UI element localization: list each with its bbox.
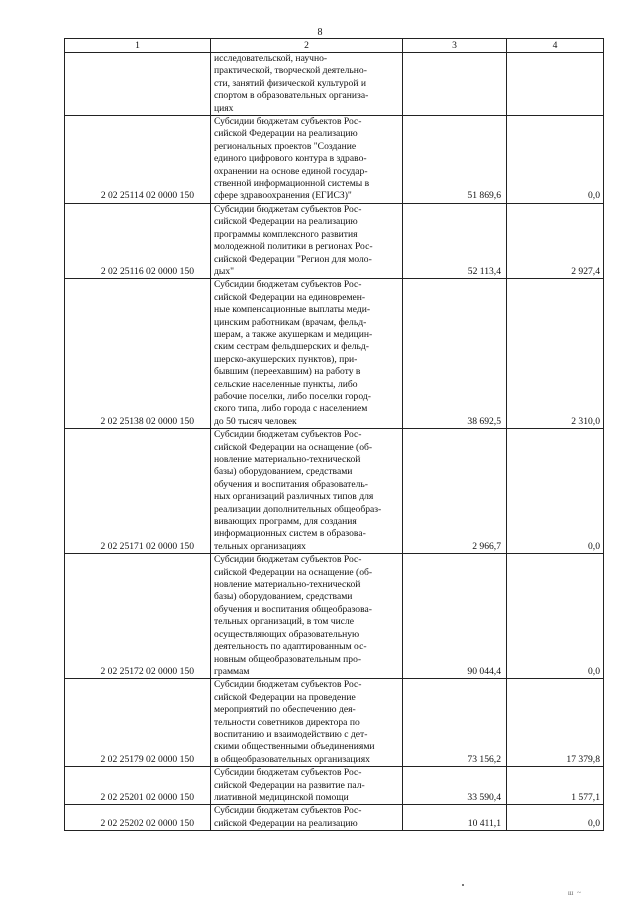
column-number-4: 4 (507, 39, 604, 53)
footer-mark: ш ~ (568, 889, 582, 897)
description-line: Субсидии бюджетам субъектов Рос- (214, 279, 362, 291)
description-line: воспитанию и взаимодействию с дет- (214, 728, 368, 740)
description-line: сийской Федерации "Регион для моло- (214, 253, 372, 265)
budget-code-cell: 2 02 25172 02 0000 150 (65, 554, 211, 679)
description-line: сийской Федерации на реализацию (214, 216, 358, 228)
description-line: ским сестрам фельдшерских и фельд- (214, 341, 369, 353)
description-line: ных организаций различных типов для (214, 491, 374, 503)
description-line: Субсидии бюджетам субъектов Рос- (214, 203, 362, 215)
amount-column-4-cell: 2 310,0 (507, 279, 604, 429)
amount-column-3-cell: 33 590,4 (403, 767, 507, 805)
amount-column-3-cell: 10 411,1 (403, 805, 507, 831)
budget-revenue-table (64, 38, 604, 831)
description-line: Субсидии бюджетам субъектов Рос- (214, 679, 362, 691)
description-line: Субсидии бюджетам субъектов Рос- (214, 767, 362, 779)
description-line: региональных проектов "Создание (214, 140, 357, 152)
column-number-1: 1 (65, 39, 211, 53)
description-line: Субсидии бюджетам субъектов Рос- (214, 554, 362, 566)
description-line: новление материально-технической (214, 579, 361, 591)
description-line: шерам, а также акушеркам и медицин- (214, 328, 373, 340)
column-number-row (65, 39, 604, 53)
description-line: сийской Федерации на реализацию (214, 817, 358, 829)
description-line: новным общеобразовательным про- (214, 653, 362, 665)
description-line: тельности советников директора по (214, 716, 360, 728)
amount-column-4-cell: 2 927,4 (507, 203, 604, 278)
description-line: молодежной политики в регионах Рос- (214, 241, 373, 253)
budget-code-cell (65, 53, 211, 116)
amount-column-3-cell (403, 53, 507, 116)
description-cell (211, 554, 403, 679)
description-line: единого цифрового контура в здраво- (214, 153, 367, 165)
description-line: ственной информационной системы в (214, 178, 370, 190)
description-line: базы) оборудованием, средствами (214, 466, 353, 478)
amount-column-3-cell: 51 869,6 (403, 116, 507, 204)
amount-column-3-cell: 90 044,4 (403, 554, 507, 679)
amount-column-4-cell: 0,0 (507, 429, 604, 554)
description-line: сийской Федерации на оснащение (об- (214, 441, 373, 453)
description-line: Субсидии бюджетам субъектов Рос- (214, 805, 362, 817)
table-row (65, 679, 604, 767)
description-line: бывшим (переехавшим) на работу в (214, 366, 361, 378)
scan-dot (462, 884, 464, 886)
description-line: до 50 тысяч человек (214, 415, 297, 427)
description-line: цинским работникам (врачам, фельд- (214, 316, 367, 328)
description-line: исследовательской, научно- (214, 53, 328, 64)
amount-column-4-cell (507, 53, 604, 116)
amount-column-3-cell: 38 692,5 (403, 279, 507, 429)
amount-column-4-cell: 0,0 (507, 554, 604, 679)
description-line: сийской Федерации на оснащение (об- (214, 566, 373, 578)
description-line: охранении на основе единой государ- (214, 165, 368, 177)
description-line: базы) оборудованием, средствами (214, 591, 353, 603)
description-line: ского типа, либо города с населением (214, 403, 368, 415)
description-line: граммам (214, 665, 250, 677)
description-cell (211, 767, 403, 805)
table-row (65, 767, 604, 805)
amount-column-4-cell: 0,0 (507, 805, 604, 831)
description-line: ные компенсационные выплаты меди- (214, 304, 371, 316)
description-line: новление материально-технической (214, 454, 361, 465)
table-row (65, 116, 604, 204)
description-line: сийской Федерации на реализацию (214, 128, 358, 140)
description-line: сфере здравоохранения (ЕГИСЗ)" (214, 190, 352, 202)
description-line: вивающих программ, для создания (214, 516, 357, 528)
description-line: скими общественными объединениями (214, 741, 375, 753)
description-line: деятельность по адаптированным ос- (214, 641, 367, 653)
budget-code-cell: 2 02 25201 02 0000 150 (65, 767, 211, 805)
description-line: информационных систем в образова- (214, 528, 366, 540)
description-cell (211, 429, 403, 554)
description-line: практической, творческой деятельно- (214, 65, 367, 77)
description-line: программы комплексного развития (214, 228, 358, 240)
amount-column-3-cell: 2 966,7 (403, 429, 507, 554)
budget-code-cell: 2 02 25116 02 0000 150 (65, 203, 211, 278)
table-row (65, 53, 604, 116)
description-line: сийской Федерации на развитие пал- (214, 779, 365, 791)
description-cell (211, 116, 403, 204)
budget-code-cell: 2 02 25114 02 0000 150 (65, 116, 211, 204)
description-line: рабочие поселки, либо поселки город- (214, 390, 371, 402)
column-number-3: 3 (403, 39, 507, 53)
description-line: спортом в образовательных организа- (214, 90, 369, 102)
description-line: обучения и воспитания общеобразова- (214, 603, 372, 615)
table-row (65, 279, 604, 429)
description-line: циях (214, 102, 234, 114)
column-number-2: 2 (211, 39, 403, 53)
description-line: Субсидии бюджетам субъектов Рос- (214, 429, 362, 441)
description-cell (211, 203, 403, 278)
description-line: тельных организаций, в том числе (214, 616, 355, 628)
description-line: лиативной медицинской помощи (214, 791, 349, 803)
description-line: в общеобразовательных организациях (214, 753, 370, 765)
description-line: дых" (214, 265, 235, 277)
description-line: мероприятий по обеспечению дея- (214, 704, 356, 716)
budget-code-cell: 2 02 25171 02 0000 150 (65, 429, 211, 554)
description-cell (211, 279, 403, 429)
page-number: 8 (317, 27, 323, 38)
description-line: сти, занятий физической культурой и (214, 77, 367, 89)
amount-column-3-cell: 52 113,4 (403, 203, 507, 278)
description-line: осуществляющих образовательную (214, 628, 360, 640)
budget-code-cell: 2 02 25202 02 0000 150 (65, 805, 211, 831)
description-line: сийской Федерации на проведение (214, 691, 356, 703)
description-line: тельных организациях (214, 540, 306, 552)
description-line: Субсидии бюджетам субъектов Рос- (214, 116, 362, 128)
budget-code-cell: 2 02 25179 02 0000 150 (65, 679, 211, 767)
description-line: обучения и воспитания образователь- (214, 478, 368, 490)
table-body (65, 53, 604, 831)
table-row (65, 203, 604, 278)
description-line: сельские населенные пункты, либо (214, 378, 358, 390)
description-cell (211, 805, 403, 831)
amount-column-3-cell: 73 156,2 (403, 679, 507, 767)
description-cell (211, 679, 403, 767)
description-line: шерско-акушерских пунктов), при- (214, 353, 358, 365)
table-row (65, 429, 604, 554)
amount-column-4-cell: 0,0 (507, 116, 604, 204)
amount-column-4-cell: 17 379,8 (507, 679, 604, 767)
description-line: сийской Федерации на единовремен- (214, 291, 366, 303)
table-row (65, 805, 604, 831)
table-row (65, 554, 604, 679)
budget-code-cell: 2 02 25138 02 0000 150 (65, 279, 211, 429)
description-line: реализации дополнительных общеобраз- (214, 503, 382, 515)
amount-column-4-cell: 1 577,1 (507, 767, 604, 805)
description-cell (211, 53, 403, 116)
